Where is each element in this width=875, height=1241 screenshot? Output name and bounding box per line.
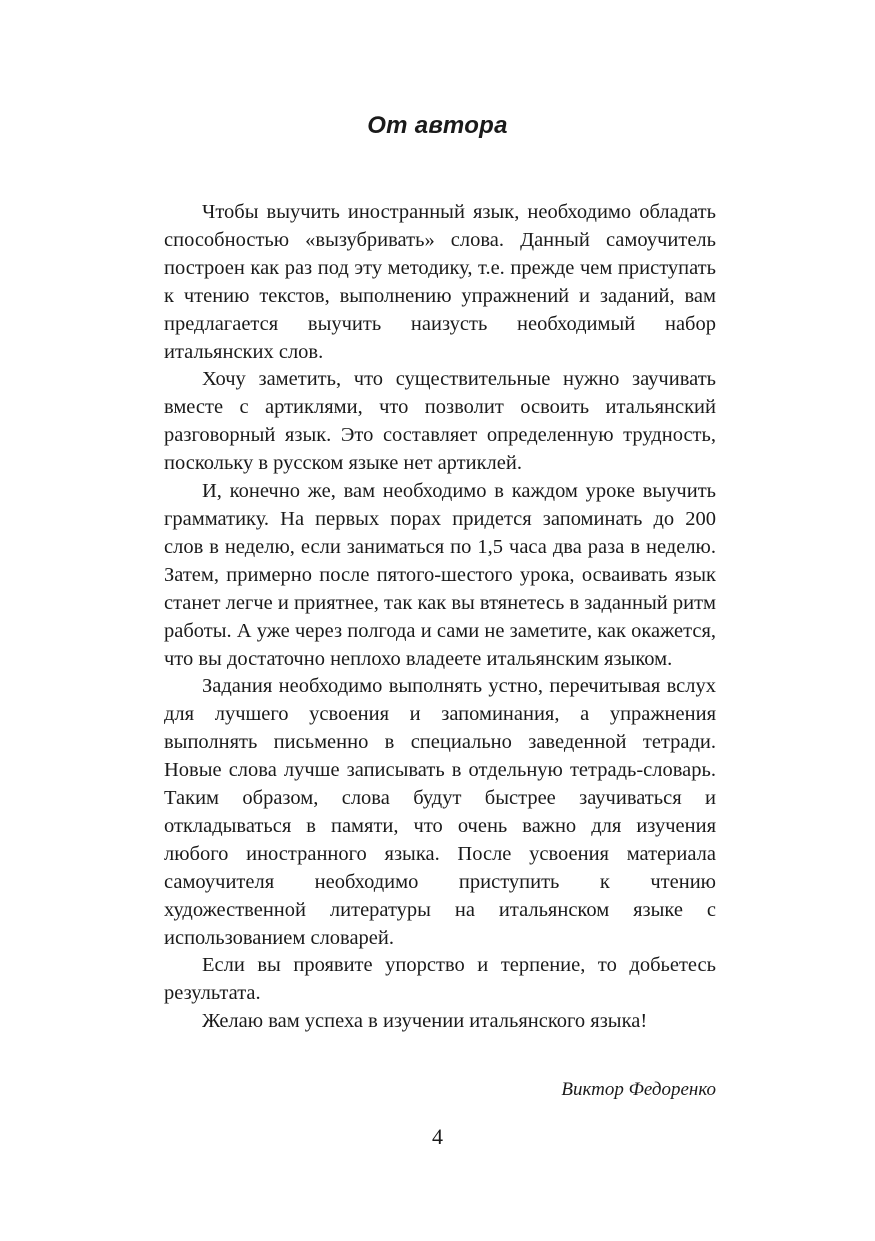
page-number: 4 bbox=[432, 1124, 443, 1149]
paragraph: Чтобы выучить иностранный язык, необходимо обладать способностью «вызубривать» слова. Данный самоучитель построен как раз под эту методику, т.е. прежде чем приступать к чтению текстов, выполнению упражнений и заданий, вам предлагается выучить наизусть необходимый набор итальянских слов. bbox=[164, 201, 716, 363]
paragraph: Задания необходимо выполнять устно, перечитывая вслух для лучшего усвоения и запоминания, а упражнения выполнять письменно в специально заведенной тетради. Новые слова лучше записывать в отдельную тетрадь-словарь. Таким образом, слова будут быстрее заучиваться и откладываться в памяти, что очень важно для изучения любого иностранного языка. После усвоения материала самоучителя необходимо приступить к чтению художественной литературы на итальянском языке с использованием словарей. bbox=[164, 675, 716, 949]
paragraph: Хочу заметить, что существительные нужно заучивать вместе с артиклями, что позволит освоить итальянский разговорный язык. Это составляет определенную трудность, поскольку в русском языке нет артиклей. bbox=[164, 368, 716, 475]
page-title: От автора bbox=[367, 112, 508, 139]
author-signature: Виктор Федоренко bbox=[561, 1079, 716, 1100]
paragraph: Желаю вам успеха в изучении итальянского языка! bbox=[202, 1010, 648, 1033]
body-text bbox=[164, 199, 716, 1036]
paragraph: Если вы проявите упорство и терпение, то добьетесь результата. bbox=[164, 954, 716, 1005]
paragraph: И, конечно же, вам необходимо в каждом уроке выучить грамматику. На первых порах придется запоминать до 200 слов в неделю, если заниматься по 1,5 часа два раза в неделю. Затем, примерно после пятого-шестого урока, осваивать язык станет легче и приятнее, так как вы втянетесь в заданный ритм работы. А уже через полгода и сами не заметите, как окажется, что вы достаточно неплохо владеете итальянским языком. bbox=[164, 480, 716, 670]
